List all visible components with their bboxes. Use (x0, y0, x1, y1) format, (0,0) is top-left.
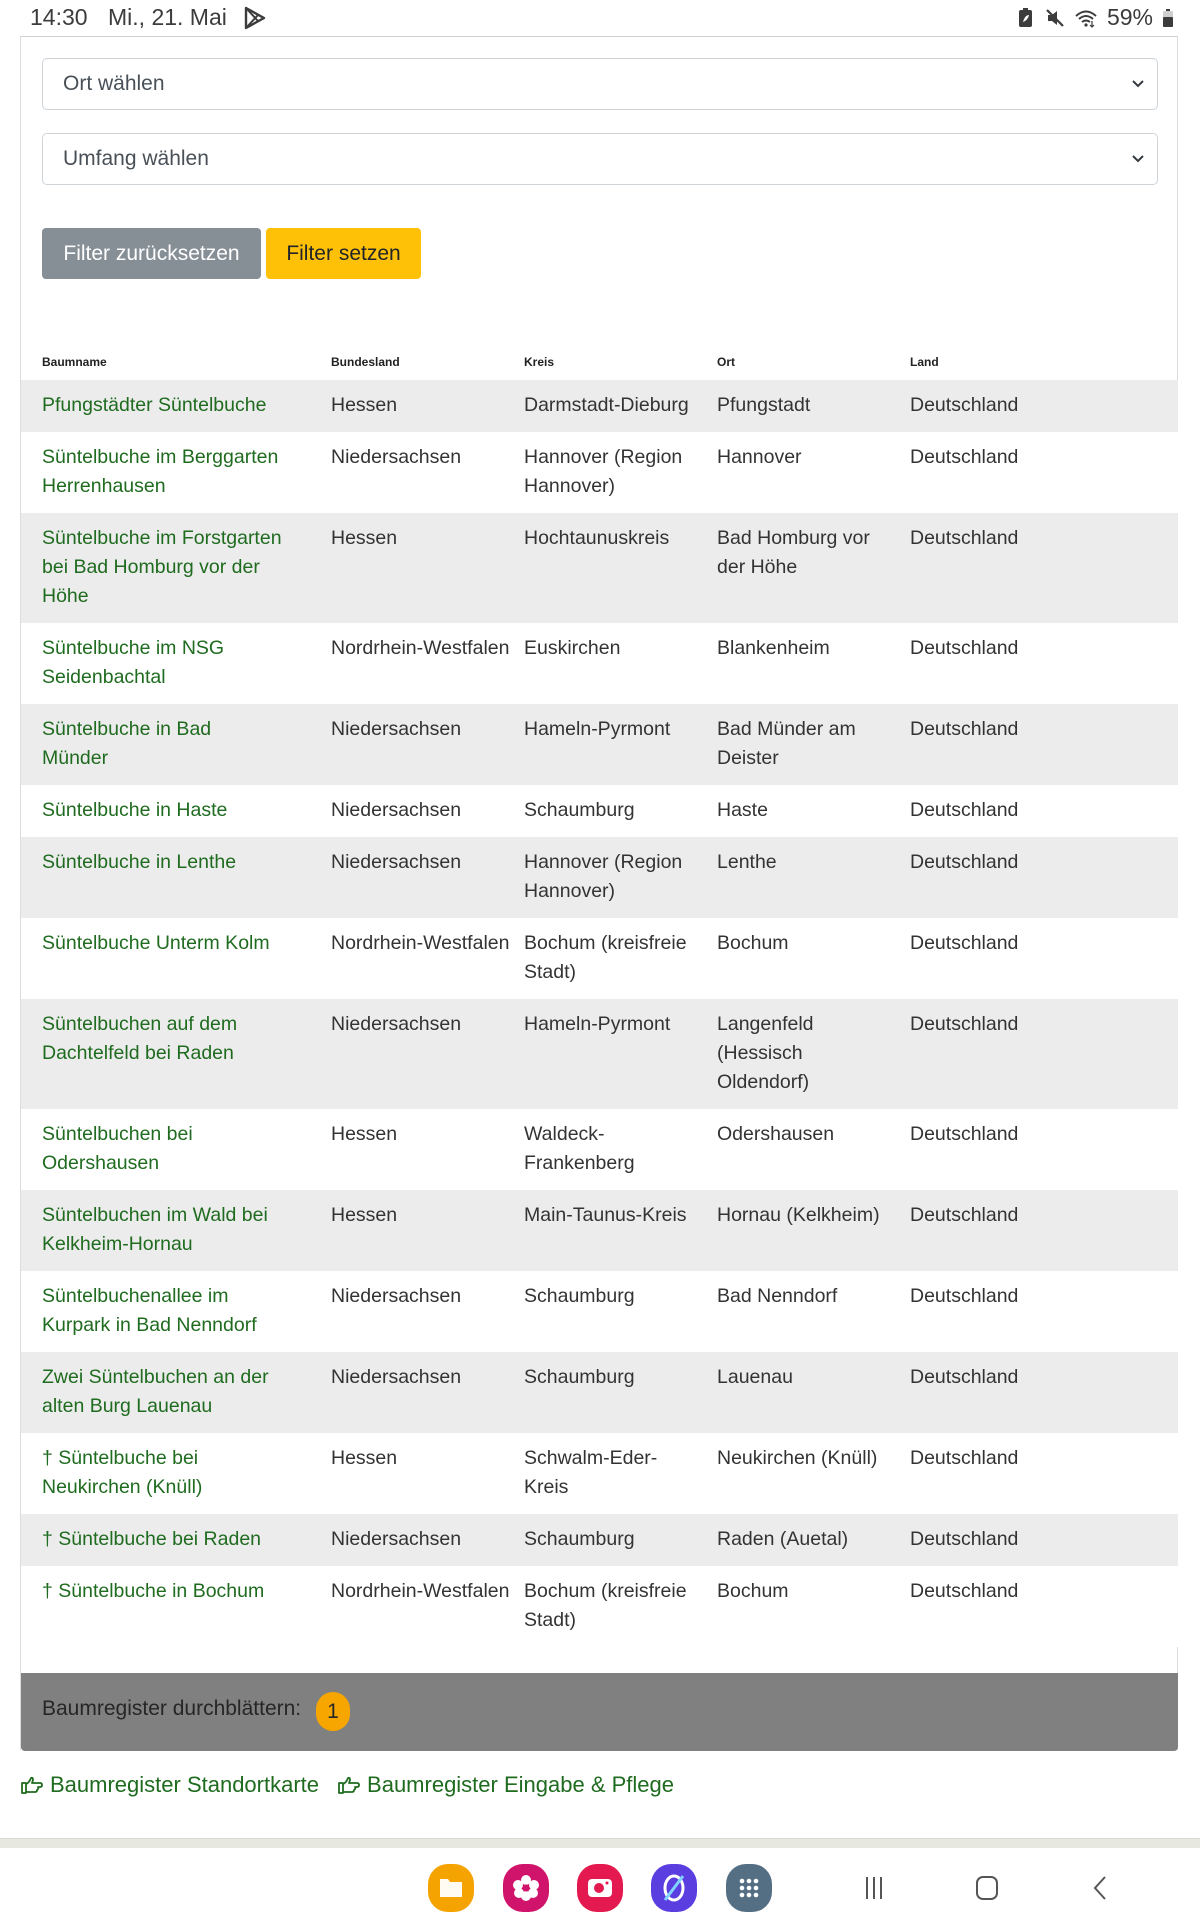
table-body (21, 380, 1178, 1647)
camera-app-icon[interactable] (577, 1864, 623, 1912)
tree-table (21, 337, 1178, 1647)
cell-land: Deutschland (910, 394, 1019, 416)
cell-bundesland: Niedersachsen (331, 1528, 462, 1550)
wifi-icon (1074, 7, 1098, 29)
apply-filter-button[interactable]: Filter setzen (266, 228, 421, 279)
cell-ort: Bad Homburg vor der Höhe (717, 527, 870, 578)
column-header-bundesland[interactable]: Bundesland (331, 355, 400, 369)
cell-kreis: Darmstadt-Dieburg (524, 394, 689, 416)
chevron-down-icon (1131, 77, 1145, 91)
cell-bundesland: Niedersachsen (331, 1013, 462, 1035)
tree-name-link[interactable]: † Süntelbuche bei Neukirchen (Knüll) (42, 1447, 203, 1498)
tree-name-link[interactable]: Süntelbuche im Berggarten Herrenhausen (42, 446, 279, 497)
internet-app-icon[interactable] (651, 1864, 697, 1912)
cell-ort: Langenfeld (Hessisch Oldendorf) (717, 1013, 814, 1093)
chevron-down-icon (1131, 152, 1145, 166)
status-time: 14:30 (30, 4, 88, 30)
table-row (21, 623, 1178, 704)
pagination-bar (21, 1673, 1178, 1751)
cell-kreis: Main-Taunus-Kreis (524, 1204, 687, 1226)
column-header-ort[interactable]: Ort (717, 355, 735, 369)
reset-filter-button[interactable]: Filter zurücksetzen (42, 228, 261, 279)
cell-ort: Haste (717, 799, 768, 821)
gallery-app-icon[interactable] (503, 1864, 549, 1912)
cell-bundesland: Nordrhein-Westfalen (331, 932, 510, 954)
tree-name-link[interactable]: Süntelbuchenallee im Kurpark in Bad Nenndorf (42, 1285, 257, 1336)
table-row (21, 1352, 1178, 1433)
hand-point-right-icon (337, 1775, 361, 1795)
cell-land: Deutschland (910, 851, 1019, 873)
cell-bundesland: Hessen (331, 527, 398, 549)
umfang-select[interactable] (42, 133, 1158, 185)
tree-name-link[interactable]: Süntelbuchen bei Odershausen (42, 1123, 193, 1174)
cell-ort: Bochum (717, 932, 789, 954)
table-header (21, 337, 1178, 380)
cell-ort: Odershausen (717, 1123, 835, 1145)
eingabe-pflege-link-label: Baumregister Eingabe & Pflege (367, 1772, 674, 1797)
cell-land: Deutschland (910, 718, 1019, 740)
pagination-label: Baumregister durchblättern: (42, 1697, 302, 1720)
status-icons (1016, 4, 1174, 31)
cell-ort: Raden (Auetal) (717, 1528, 849, 1550)
cell-bundesland: Niedersachsen (331, 851, 462, 873)
cell-bundesland: Hessen (331, 394, 398, 416)
play-store-icon (242, 5, 268, 31)
ort-select[interactable] (42, 58, 1158, 110)
cell-bundesland: Niedersachsen (331, 799, 462, 821)
cell-ort: Neukirchen (Knüll) (717, 1447, 878, 1469)
status-date: Mi., 21. Mai (108, 4, 227, 30)
table-row (21, 432, 1178, 513)
tree-name-link[interactable]: † Süntelbuche in Bochum (42, 1580, 265, 1602)
tree-name-link[interactable]: † Süntelbuche bei Raden (42, 1528, 262, 1550)
cell-kreis: Bochum (kreisfreie Stadt) (524, 1580, 687, 1631)
tree-name-link[interactable]: Zwei Süntelbuchen an der alten Burg Lauenau (42, 1366, 269, 1417)
table-row (21, 704, 1178, 785)
cell-bundesland: Hessen (331, 1447, 398, 1469)
cell-land: Deutschland (910, 1013, 1019, 1035)
cell-kreis: Schaumburg (524, 799, 635, 821)
cell-bundesland: Niedersachsen (331, 1366, 462, 1388)
cell-kreis: Hannover (Region Hannover) (524, 851, 683, 902)
tree-name-link[interactable]: Süntelbuchen auf dem Dachtelfeld bei Raden (42, 1013, 238, 1064)
column-header-kreis[interactable]: Kreis (524, 355, 555, 369)
cell-ort: Bad Münder am Deister (717, 718, 856, 769)
cell-kreis: Hameln-Pyrmont (524, 1013, 671, 1035)
cell-ort: Lenthe (717, 851, 777, 873)
cell-kreis: Hannover (Region Hannover) (524, 446, 683, 497)
cell-ort: Lauenau (717, 1366, 793, 1388)
table-row (21, 1514, 1178, 1566)
ort-select-value: Ort wählen (63, 72, 165, 95)
table-row (21, 1566, 1178, 1647)
cell-kreis: Schaumburg (524, 1528, 635, 1550)
umfang-select-value: Umfang wählen (63, 147, 209, 170)
footer-links (20, 1772, 674, 1798)
cell-land: Deutschland (910, 1528, 1019, 1550)
table-row (21, 513, 1178, 623)
cell-ort: Hornau (Kelkheim) (717, 1204, 880, 1226)
cell-bundesland: Niedersachsen (331, 718, 462, 740)
cell-land: Deutschland (910, 637, 1019, 659)
cell-kreis: Schaumburg (524, 1285, 635, 1307)
cell-bundesland: Niedersachsen (331, 446, 462, 468)
tree-name-link[interactable]: Süntelbuchen im Wald bei Kelkheim-Hornau (42, 1204, 268, 1255)
tree-register-panel (20, 36, 1178, 1750)
cell-land: Deutschland (910, 1123, 1019, 1145)
cell-land: Deutschland (910, 1447, 1019, 1469)
column-header-baumname[interactable]: Baumname (42, 355, 107, 369)
table-row (21, 1433, 1178, 1514)
cell-land: Deutschland (910, 527, 1019, 549)
cell-kreis: Schaumburg (524, 1366, 635, 1388)
table-row (21, 999, 1178, 1109)
home-button[interactable] (967, 1868, 1007, 1908)
cell-land: Deutschland (910, 799, 1019, 821)
cell-kreis: Hochtaunuskreis (524, 527, 670, 549)
cell-ort: Hannover (717, 446, 802, 468)
standortkarte-link-label: Baumregister Standortkarte (50, 1772, 320, 1797)
mute-icon (1045, 7, 1065, 29)
table-row (21, 785, 1178, 837)
cell-kreis: Hameln-Pyrmont (524, 718, 671, 740)
table-row (21, 1109, 1178, 1190)
table-row (21, 1190, 1178, 1271)
tree-name-link[interactable]: Süntelbuche im Forstgarten bei Bad Homburg vor der Höhe (42, 527, 282, 607)
tree-name-link[interactable]: Süntelbuche in Bad Münder (42, 718, 212, 769)
cell-land: Deutschland (910, 932, 1019, 954)
recents-button[interactable] (854, 1868, 894, 1908)
cell-ort: Bad Nenndorf (717, 1285, 838, 1307)
cell-bundesland: Hessen (331, 1204, 398, 1226)
cell-ort: Blankenheim (717, 637, 830, 659)
cell-bundesland: Nordrhein-Westfalen (331, 637, 510, 659)
hand-point-right-icon (20, 1775, 44, 1795)
table-row (21, 837, 1178, 918)
cell-kreis: Waldeck-Frankenberg (524, 1123, 635, 1174)
page-1-button[interactable]: 1 (316, 1692, 350, 1731)
standortkarte-link[interactable] (20, 1772, 319, 1798)
tree-name-link[interactable]: Süntelbuche in Haste (42, 799, 228, 821)
back-button[interactable] (1081, 1868, 1121, 1908)
table-row (21, 918, 1178, 999)
cell-kreis: Euskirchen (524, 637, 621, 659)
tree-name-link[interactable]: Pfungstädter Süntelbuche (42, 394, 267, 416)
column-header-land[interactable]: Land (910, 355, 939, 369)
status-bar (0, 0, 1200, 36)
tree-name-link[interactable]: Süntelbuche in Lenthe (42, 851, 237, 873)
table-row (21, 1271, 1178, 1352)
battery-percent: 59% (1106, 4, 1153, 30)
cell-land: Deutschland (910, 1366, 1019, 1388)
system-navigation-bar (0, 1848, 1200, 1920)
cell-land: Deutschland (910, 1580, 1019, 1602)
tree-name-link[interactable]: Süntelbuche Unterm Kolm (42, 932, 270, 954)
cell-kreis: Bochum (kreisfreie Stadt) (524, 932, 687, 983)
battery-icon (1162, 7, 1174, 29)
cell-bundesland: Nordrhein-Westfalen (331, 1580, 510, 1602)
cell-ort: Bochum (717, 1580, 789, 1602)
table-row (21, 380, 1178, 432)
cell-bundesland: Niedersachsen (331, 1285, 462, 1307)
my-files-app-icon[interactable] (428, 1864, 474, 1912)
cell-land: Deutschland (910, 1285, 1019, 1307)
battery-saver-icon (1016, 7, 1036, 29)
app-drawer-icon[interactable] (726, 1864, 772, 1912)
tree-name-link[interactable]: Süntelbuche im NSG Seidenbachtal (42, 637, 225, 688)
eingabe-pflege-link[interactable] (337, 1772, 674, 1798)
cell-ort: Pfungstadt (717, 394, 811, 416)
cell-bundesland: Hessen (331, 1123, 398, 1145)
cell-kreis: Schwalm-Eder-Kreis (524, 1447, 658, 1498)
cell-land: Deutschland (910, 1204, 1019, 1226)
cell-land: Deutschland (910, 446, 1019, 468)
